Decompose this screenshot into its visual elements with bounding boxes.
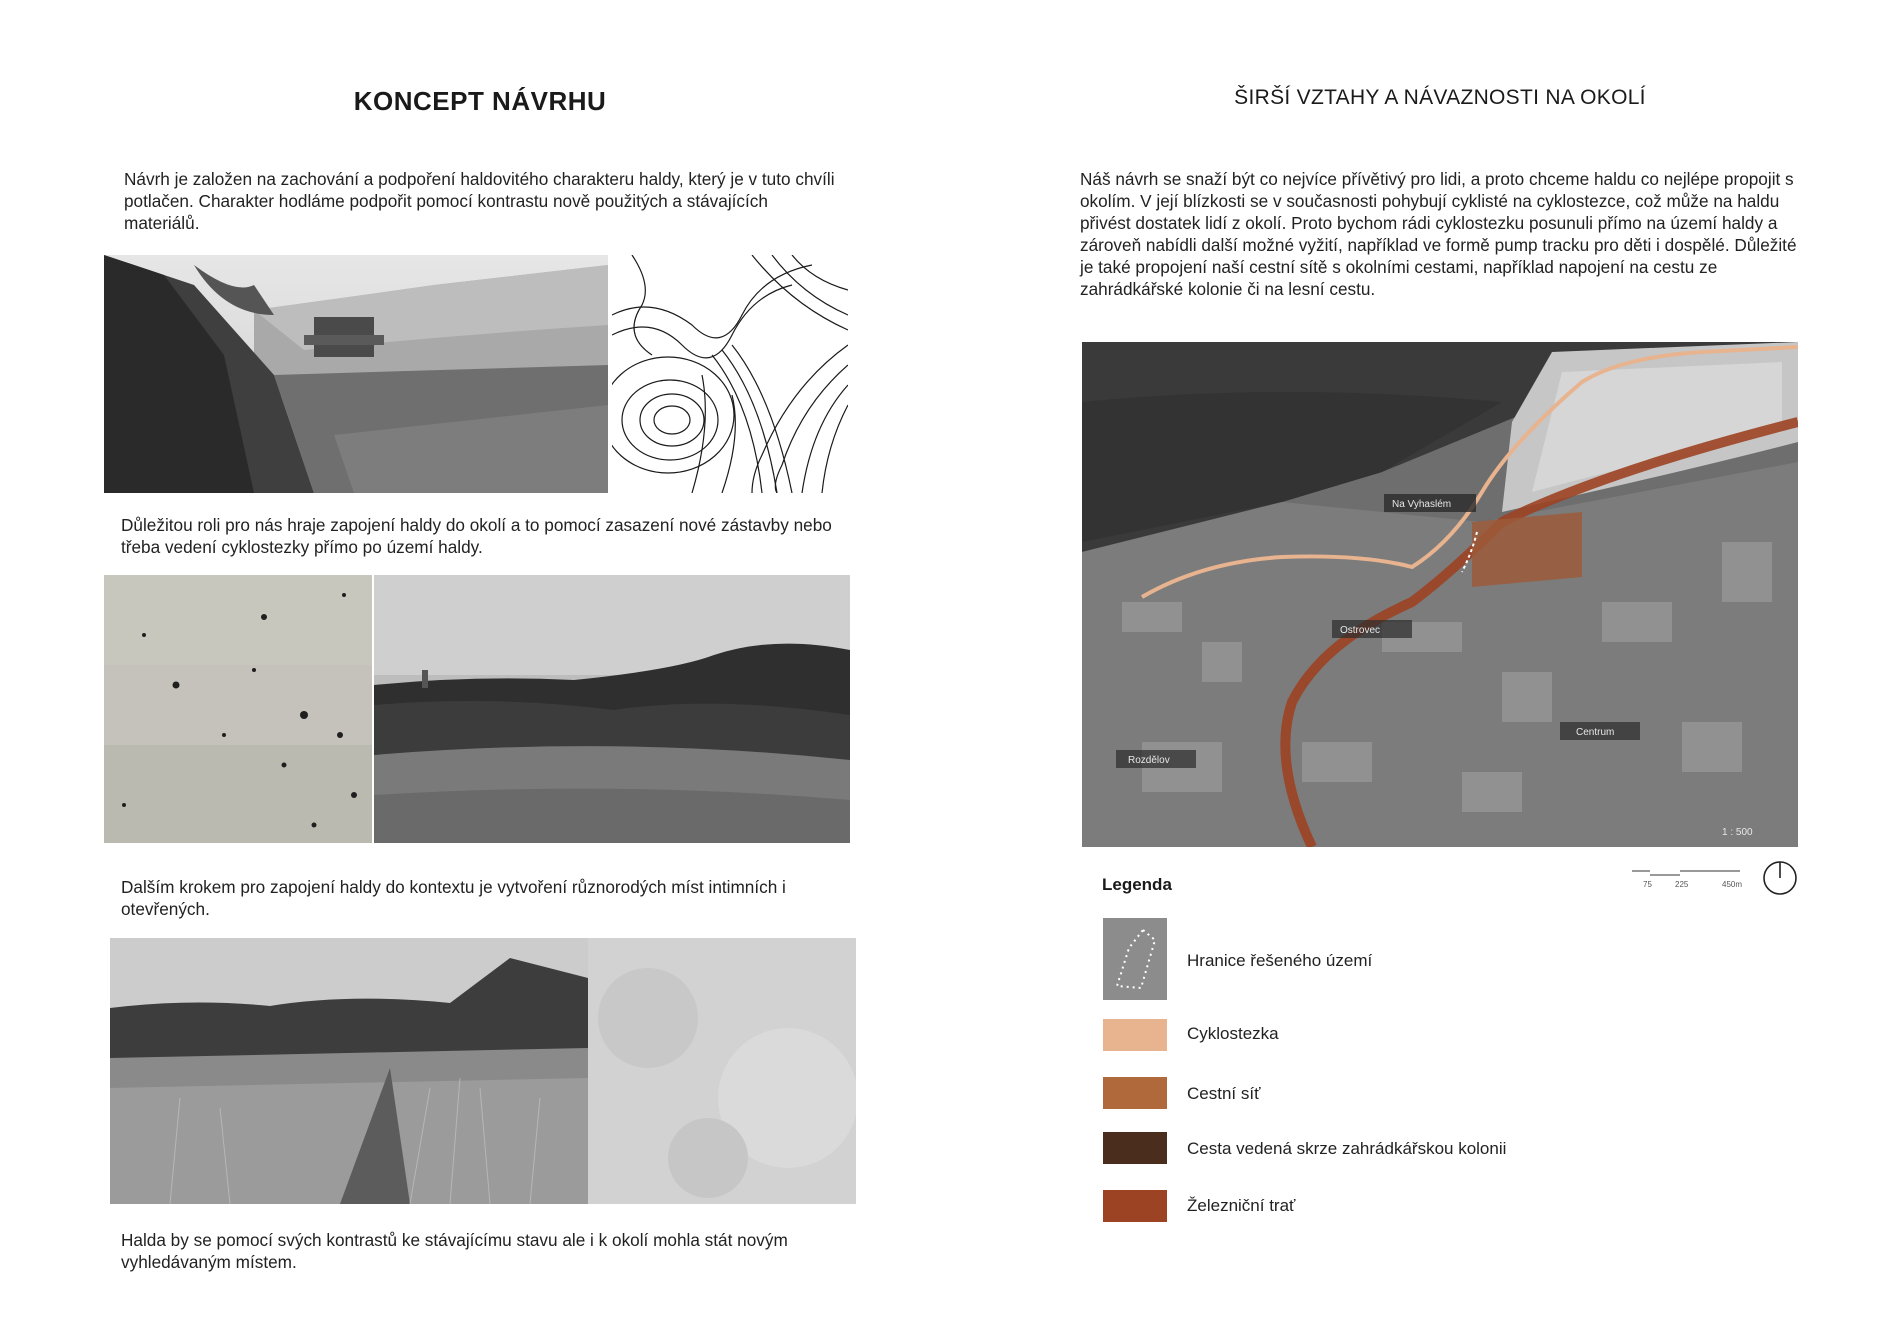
left-paragraph-2: Důležitou roli pro nás hraje zapojení haldy do okolí a to pomocí zasazení nové zástavby nebo třeba vedení cyklostezky přímo po území haldy. <box>121 515 832 557</box>
left-paragraph-1: Návrh je založen na zachování a podpoření haldovitého charakteru haldy, který je v tuto chvíli potlačen. Charakter hodláme podpořit pomocí kontrastu nově použitých a stávajících materiálů. <box>124 169 835 233</box>
legend-swatch-boundary <box>1103 918 1167 1000</box>
scale-tick-75: 75 <box>1643 880 1652 889</box>
legend-label-garden-path: Cesta vedená skrze zahrádkářskou kolonii <box>1187 1139 1507 1158</box>
right-page-title: ŠIRŠÍ VZTAHY A NÁVAZNOSTI NA OKOLÍ <box>1234 86 1646 109</box>
meadow-photo <box>110 938 588 1204</box>
legend-swatch-cycle-path <box>1103 1019 1167 1051</box>
left-paragraph-3: Dalším krokem pro zapojení haldy do kontextu je vytvoření různorodých míst intimních i otevřených. <box>121 877 786 919</box>
map-label-na-vyhaslem: Na Vyhaslém <box>1392 499 1452 510</box>
right-paragraph: Náš návrh se snaží být co nejvíce přívětivý pro lidi, a proto chceme haldu co nejlépe propojit s okolím. V její blízkosti se v současnosti pohybují cyklisté na cyklostezce, což může na haldu přivést dostatek lidí z okolí. Proto bychom rádi cyklostezku posunuli přímo na území haldy a zároveň nabídli další možné vyžití, například ve formě pump tracku pro děti i dospělé. Důležité je také propojení naší cestní sítě s okolními cestami, například napojení na cestu ze zahrádkářské kolonie či na lesní cestu. <box>1080 169 1797 299</box>
plaster-texture <box>588 938 856 1204</box>
legend-swatch-railway <box>1103 1190 1167 1222</box>
legend-swatch-path-network <box>1103 1077 1167 1109</box>
map-label-ostrovec: Ostrovec <box>1340 625 1381 636</box>
legend-label-railway: Železniční trať <box>1187 1196 1296 1215</box>
legend-label-cycle-path: Cyklostezka <box>1187 1024 1279 1043</box>
left-paragraph-4: Halda by se pomocí svých kontrastů ke stávajícímu stavu ale i k okolí mohla stát novým vyhledávaným místem. <box>121 1230 788 1272</box>
concrete-texture <box>104 575 372 843</box>
aerial-map <box>1082 342 1798 847</box>
legend-label-boundary: Hranice řešeného území <box>1187 951 1373 970</box>
map-label-centrum: Centrum <box>1576 727 1615 738</box>
legend-swatch-garden-path <box>1103 1132 1167 1164</box>
scale-tick-450: 450m <box>1722 880 1743 889</box>
map-label-rozdelov: Rozdělov <box>1128 755 1170 766</box>
legend-label-path-network: Cestní síť <box>1187 1084 1261 1103</box>
map-scale-ratio: 1 : 500 <box>1722 827 1753 838</box>
scale-tick-225: 225 <box>1675 880 1689 889</box>
legend-title: Legenda <box>1102 875 1172 894</box>
left-page-title: KONCEPT NÁVRHU <box>353 86 607 116</box>
contour-drawing <box>612 255 848 493</box>
landscape-photo <box>374 575 850 843</box>
quarry-photo <box>104 255 608 493</box>
north-arrow-icon <box>1762 860 1798 896</box>
